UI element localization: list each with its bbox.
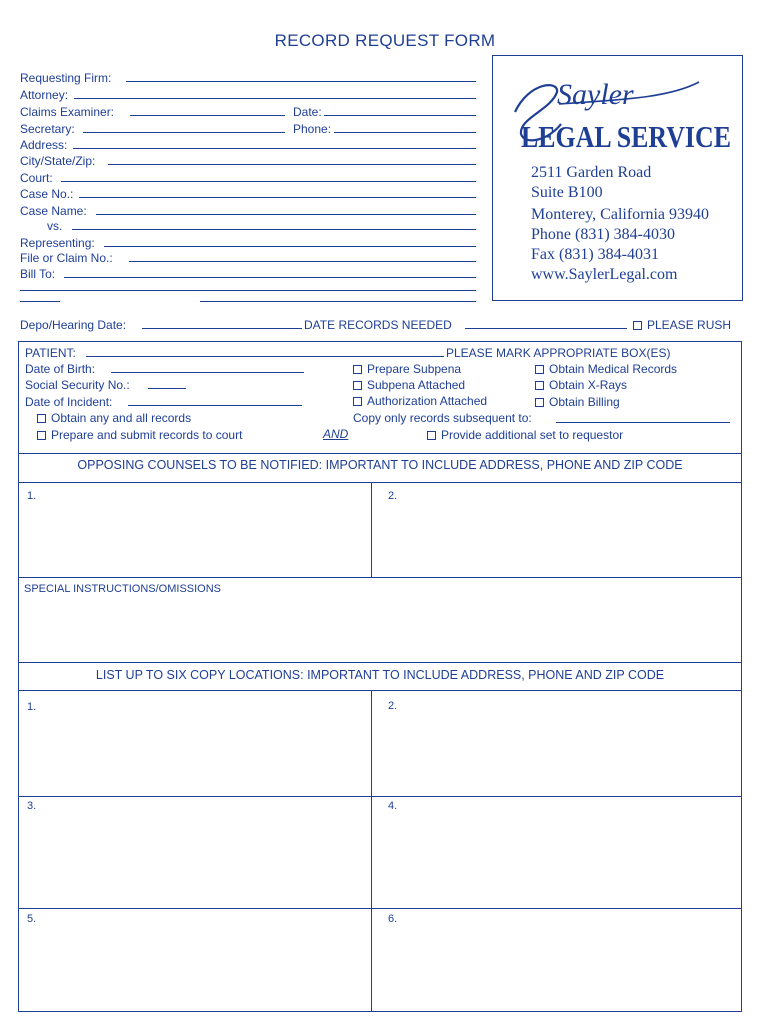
- locations-column-divider: [371, 690, 372, 1012]
- claims-examiner-label: Claims Examiner:: [20, 105, 115, 119]
- ssn-label: Social Security No.:: [25, 378, 130, 392]
- bill-to-label: Bill To:: [20, 267, 56, 281]
- obtain-all-label: Obtain any and all records: [51, 411, 192, 425]
- opposing-counsel-2-field[interactable]: [376, 505, 738, 573]
- court-field[interactable]: [61, 181, 476, 182]
- address-label: Address:: [20, 138, 68, 152]
- obtain-all-option[interactable]: [37, 411, 191, 425]
- subpena-attached-checkbox[interactable]: [353, 381, 362, 390]
- mark-boxes-heading: PLEASE MARK APPROPRIATE BOX(ES): [446, 346, 671, 360]
- records-needed-field[interactable]: [465, 328, 627, 329]
- opposing-counsel-1-number: 1.: [27, 490, 37, 502]
- opposing-header-divider: [18, 482, 742, 483]
- patient-field[interactable]: [86, 356, 444, 357]
- representing-label: Representing:: [20, 236, 95, 250]
- address-line1: 2511 Garden Road: [531, 164, 652, 181]
- rush-checkbox[interactable]: [633, 321, 642, 330]
- location-4-number: 4.: [388, 800, 398, 812]
- requesting-firm-field[interactable]: [126, 81, 476, 82]
- auth-attached-option[interactable]: [353, 394, 487, 408]
- form-title: RECORD REQUEST FORM: [274, 31, 496, 50]
- location-6-field[interactable]: [376, 928, 738, 1008]
- locations-row-divider-2: [18, 908, 742, 909]
- and-label: AND: [323, 427, 349, 441]
- prepare-subpena-option[interactable]: [353, 362, 461, 376]
- logo-block-text: LEGAL SERVICE: [521, 119, 731, 154]
- company-logo-box: [492, 55, 743, 301]
- case-name-label: Case Name:: [20, 204, 87, 218]
- bill-to-field-line3a[interactable]: [20, 301, 60, 302]
- requesting-firm-label: Requesting Firm:: [20, 71, 112, 85]
- location-1-field[interactable]: [22, 716, 367, 792]
- location-1-number: 1.: [27, 701, 37, 713]
- bill-to-field-line3b[interactable]: [200, 301, 476, 302]
- billing-option[interactable]: [535, 395, 620, 409]
- prepare-submit-checkbox[interactable]: [37, 431, 46, 440]
- company-address: [531, 163, 709, 285]
- case-no-label: Case No.:: [20, 187, 74, 201]
- dob-label: Date of Birth:: [25, 362, 96, 376]
- medical-records-option[interactable]: [535, 362, 677, 376]
- location-6-number: 6.: [388, 913, 398, 925]
- additional-set-checkbox[interactable]: [427, 431, 436, 440]
- attorney-label: Attorney:: [20, 88, 69, 102]
- incident-field[interactable]: [128, 405, 302, 406]
- location-3-number: 3.: [27, 800, 37, 812]
- xrays-checkbox[interactable]: [535, 381, 544, 390]
- locations-row-divider-1: [18, 796, 742, 797]
- special-instructions-field[interactable]: [22, 600, 738, 658]
- address-field[interactable]: [73, 148, 476, 149]
- sayler-logo: [499, 62, 735, 152]
- secretary-label: Secretary:: [20, 122, 75, 136]
- locations-header-divider: [18, 690, 742, 691]
- xrays-option[interactable]: [535, 378, 627, 392]
- phone-label: Phone:: [293, 122, 332, 136]
- city-state-zip-label: City/State/Zip:: [20, 154, 96, 168]
- auth-attached-checkbox[interactable]: [353, 397, 362, 406]
- records-needed-label: DATE RECORDS NEEDED: [304, 318, 452, 332]
- location-3-field[interactable]: [22, 816, 367, 904]
- prepare-submit-option[interactable]: [37, 428, 242, 442]
- opposing-column-divider: [371, 482, 372, 578]
- medical-records-label: Obtain Medical Records: [549, 362, 678, 376]
- prepare-subpena-checkbox[interactable]: [353, 365, 362, 374]
- case-name-field[interactable]: [96, 214, 476, 215]
- dob-field[interactable]: [111, 372, 304, 373]
- ssn-field[interactable]: [148, 388, 186, 389]
- attorney-field[interactable]: [74, 98, 476, 99]
- file-claim-no-field[interactable]: [129, 261, 476, 262]
- copy-only-date-field[interactable]: [556, 422, 730, 423]
- xrays-label: Obtain X-Rays: [549, 378, 628, 392]
- prepare-submit-label: Prepare and submit records to court: [51, 428, 243, 442]
- company-website: www.SaylerLegal.com: [531, 266, 678, 283]
- medical-records-checkbox[interactable]: [535, 365, 544, 374]
- please-rush-option[interactable]: [633, 318, 731, 332]
- bill-to-field[interactable]: [64, 277, 476, 278]
- case-no-field[interactable]: [79, 197, 476, 198]
- claims-examiner-field[interactable]: [130, 115, 285, 116]
- copy-only-label: Copy only records subsequent to:: [353, 411, 532, 425]
- additional-set-label: Provide additional set to requestor: [441, 428, 624, 442]
- file-claim-no-label: File or Claim No.:: [20, 251, 113, 265]
- billing-checkbox[interactable]: [535, 398, 544, 407]
- phone-field[interactable]: [334, 132, 476, 133]
- incident-label: Date of Incident:: [25, 395, 113, 409]
- opposing-counsel-1-field[interactable]: [22, 505, 367, 573]
- opposing-counsel-2-number: 2.: [388, 490, 398, 502]
- patient-label: PATIENT:: [25, 346, 76, 360]
- company-phone: Phone (831) 384-4030: [531, 226, 675, 243]
- billing-label: Obtain Billing: [549, 395, 620, 409]
- secretary-field[interactable]: [83, 132, 285, 133]
- auth-attached-label: Authorization Attached: [367, 394, 488, 408]
- additional-set-option[interactable]: [427, 428, 623, 442]
- date-field[interactable]: [324, 115, 476, 116]
- prepare-subpena-label: Prepare Subpena: [367, 362, 462, 376]
- location-2-number: 2.: [388, 700, 398, 712]
- special-instructions-header: SPECIAL INSTRUCTIONS/OMISSIONS: [24, 583, 222, 595]
- depo-date-field[interactable]: [142, 328, 302, 329]
- location-2-field[interactable]: [376, 716, 738, 792]
- logo-script-text: Sayler: [557, 78, 634, 111]
- location-5-field[interactable]: [22, 928, 367, 1008]
- representing-field[interactable]: [104, 246, 476, 247]
- depo-date-label: Depo/Hearing Date:: [20, 318, 127, 332]
- case-name-vs-field[interactable]: [72, 229, 476, 230]
- city-state-zip-field[interactable]: [108, 164, 476, 165]
- bill-to-field-line2[interactable]: [20, 290, 476, 291]
- subpena-attached-option[interactable]: [353, 378, 465, 392]
- company-fax: Fax (831) 384-4031: [531, 246, 659, 263]
- court-label: Court:: [20, 171, 53, 185]
- subpena-attached-label: Subpena Attached: [367, 378, 466, 392]
- copy-locations-header: LIST UP TO SIX COPY LOCATIONS: IMPORTANT TO INCLUDE ADDRESS, PHONE AND ZIP CODE: [95, 668, 665, 682]
- location-4-field[interactable]: [376, 816, 738, 904]
- address-city: Monterey, California 93940: [531, 206, 710, 223]
- location-5-number: 5.: [27, 913, 37, 925]
- rush-label: PLEASE RUSH: [647, 318, 732, 332]
- vs-label: vs.: [47, 219, 63, 233]
- obtain-all-checkbox[interactable]: [37, 414, 46, 423]
- date-label: Date:: [293, 105, 322, 119]
- address-line2: Suite B100: [531, 184, 603, 201]
- opposing-counsels-header: OPPOSING COUNSELS TO BE NOTIFIED: IMPORTANT TO INCLUDE ADDRESS, PHONE AND ZIP CODE: [77, 458, 683, 472]
